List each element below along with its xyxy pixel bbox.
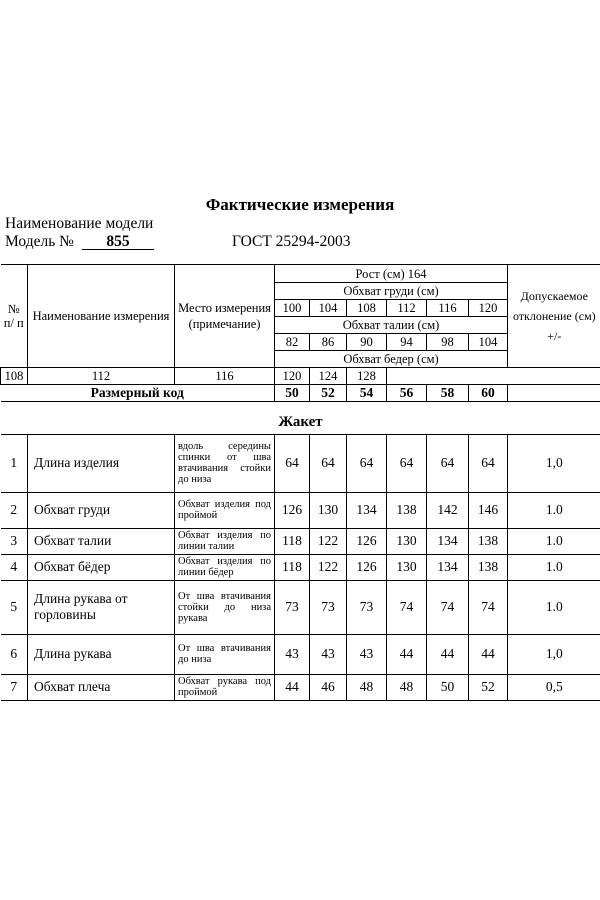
row-number: 2 [1, 492, 28, 528]
row-number: 3 [1, 528, 28, 554]
size-value-5: 134 [427, 528, 469, 554]
measurement-name: Длина изделия [28, 434, 175, 492]
spacer-cell [1, 402, 600, 413]
size-code-label: Размерный код [1, 385, 275, 402]
spacer-row [1, 402, 600, 413]
waist-value-5: 98 [427, 334, 469, 351]
header-row-height [1, 265, 600, 283]
measurement-name: Обхват талии [28, 528, 175, 554]
row-number: 1 [1, 434, 28, 492]
size-value-5: 50 [427, 674, 469, 700]
size-value-1: 118 [275, 554, 310, 580]
hips-label: Обхват бедер (см) [275, 351, 508, 368]
size-value-4: 138 [387, 492, 427, 528]
model-number-value: 855 [82, 234, 154, 250]
size-value-6: 138 [469, 528, 508, 554]
hips-value-3: 116 [175, 368, 275, 385]
size-value-5: 142 [427, 492, 469, 528]
row-number: 5 [1, 580, 28, 634]
measurement-row [1, 434, 600, 492]
size-value-2: 130 [310, 492, 347, 528]
model-number-line [5, 233, 154, 251]
header-measure-name: Наименование измерения [28, 265, 175, 368]
size-value-4: 44 [387, 634, 427, 674]
tolerance-value: 1.0 [508, 492, 600, 528]
size-value-4: 130 [387, 554, 427, 580]
size-value-3: 48 [347, 674, 387, 700]
size-value-3: 64 [347, 434, 387, 492]
hips-value-1: 108 [1, 368, 28, 385]
size-value-4: 48 [387, 674, 427, 700]
size-value-4: 74 [387, 580, 427, 634]
measurement-name: Длина рукава [28, 634, 175, 674]
size-value-3: 126 [347, 528, 387, 554]
size-value-5: 74 [427, 580, 469, 634]
measurement-sheet [0, 264, 600, 701]
header-measure-place: Место измерения (примечание) [175, 265, 275, 368]
tolerance-value: 1.0 [508, 554, 600, 580]
size-code-2: 52 [310, 385, 347, 402]
size-value-1: 118 [275, 528, 310, 554]
size-value-5: 134 [427, 554, 469, 580]
tolerance-value: 1,0 [508, 634, 600, 674]
page-title: Фактические измерения [205, 195, 395, 214]
size-value-1: 126 [275, 492, 310, 528]
measurement-row [1, 528, 600, 554]
measurement-name: Обхват плеча [28, 674, 175, 700]
hips-value-5: 124 [310, 368, 347, 385]
section-title: Жакет [1, 412, 600, 434]
size-value-2: 73 [310, 580, 347, 634]
chest-label: Обхват груди (см) [275, 283, 508, 300]
chest-value-6: 120 [469, 300, 508, 317]
waist-value-1: 82 [275, 334, 310, 351]
waist-value-6: 104 [469, 334, 508, 351]
chest-value-5: 116 [427, 300, 469, 317]
gost-standard: ГОСТ 25294-2003 [232, 233, 351, 250]
measurement-place: Обхват изделия по линии талии [175, 528, 275, 554]
size-value-6: 146 [469, 492, 508, 528]
size-value-6: 52 [469, 674, 508, 700]
measurement-place: Обхват изделия под проймой [175, 492, 275, 528]
header-number: № п/ п [1, 265, 28, 368]
row-number: 6 [1, 634, 28, 674]
waist-value-2: 86 [310, 334, 347, 351]
measurement-place: Обхват изделия по линии бёдер [175, 554, 275, 580]
measurement-row [1, 580, 600, 634]
waist-value-4: 94 [387, 334, 427, 351]
measurement-name: Обхват бёдер [28, 554, 175, 580]
size-value-4: 64 [387, 434, 427, 492]
size-value-1: 64 [275, 434, 310, 492]
size-value-1: 43 [275, 634, 310, 674]
measurements-table [0, 264, 600, 701]
waist-label: Обхват талии (см) [275, 317, 508, 334]
measurement-row [1, 634, 600, 674]
size-code-5: 58 [427, 385, 469, 402]
tolerance-value: 1.0 [508, 580, 600, 634]
chest-value-3: 108 [347, 300, 387, 317]
header-tolerance: Допускаемое отклонение (см) +/- [508, 265, 600, 368]
measurement-place: От шва втачивания стойки до низа рукава [175, 580, 275, 634]
size-value-2: 64 [310, 434, 347, 492]
size-value-2: 43 [310, 634, 347, 674]
size-code-1: 50 [275, 385, 310, 402]
size-value-5: 44 [427, 634, 469, 674]
size-value-2: 122 [310, 554, 347, 580]
size-code-3: 54 [347, 385, 387, 402]
measurement-row [1, 674, 600, 700]
height-label: Рост (см) 164 [275, 265, 508, 283]
model-name-label: Наименование модели [5, 215, 154, 232]
section-row [1, 412, 600, 434]
model-number-label: Модель № [5, 233, 74, 250]
size-value-2: 122 [310, 528, 347, 554]
size-code-tolerance [508, 385, 600, 402]
hips-value-2: 112 [28, 368, 175, 385]
measurement-row [1, 492, 600, 528]
size-value-6: 74 [469, 580, 508, 634]
row-number: 7 [1, 674, 28, 700]
size-value-3: 73 [347, 580, 387, 634]
size-code-4: 56 [387, 385, 427, 402]
size-code-row [1, 385, 600, 402]
waist-value-3: 90 [347, 334, 387, 351]
size-value-5: 64 [427, 434, 469, 492]
measurement-place: Обхват рукава под проймой [175, 674, 275, 700]
hips-values-row [1, 368, 600, 385]
size-value-4: 130 [387, 528, 427, 554]
measurement-place: От шва втачивания до низа [175, 634, 275, 674]
hips-value-6: 128 [347, 368, 387, 385]
tolerance-value: 1,0 [508, 434, 600, 492]
size-code-6: 60 [469, 385, 508, 402]
measurement-place: вдоль середины спинки от шва втачивания стойки до низа [175, 434, 275, 492]
size-value-3: 134 [347, 492, 387, 528]
chest-value-4: 112 [387, 300, 427, 317]
size-value-3: 126 [347, 554, 387, 580]
measurement-row [1, 554, 600, 580]
tolerance-value: 0,5 [508, 674, 600, 700]
measurement-name: Обхват груди [28, 492, 175, 528]
size-value-2: 46 [310, 674, 347, 700]
measurement-name: Длина рукава от горловины [28, 580, 175, 634]
size-value-6: 64 [469, 434, 508, 492]
hips-value-4: 120 [275, 368, 310, 385]
size-value-3: 43 [347, 634, 387, 674]
row-number: 4 [1, 554, 28, 580]
size-value-1: 44 [275, 674, 310, 700]
chest-value-1: 100 [275, 300, 310, 317]
chest-value-2: 104 [310, 300, 347, 317]
tolerance-value: 1.0 [508, 528, 600, 554]
size-value-6: 138 [469, 554, 508, 580]
size-value-6: 44 [469, 634, 508, 674]
size-value-1: 73 [275, 580, 310, 634]
